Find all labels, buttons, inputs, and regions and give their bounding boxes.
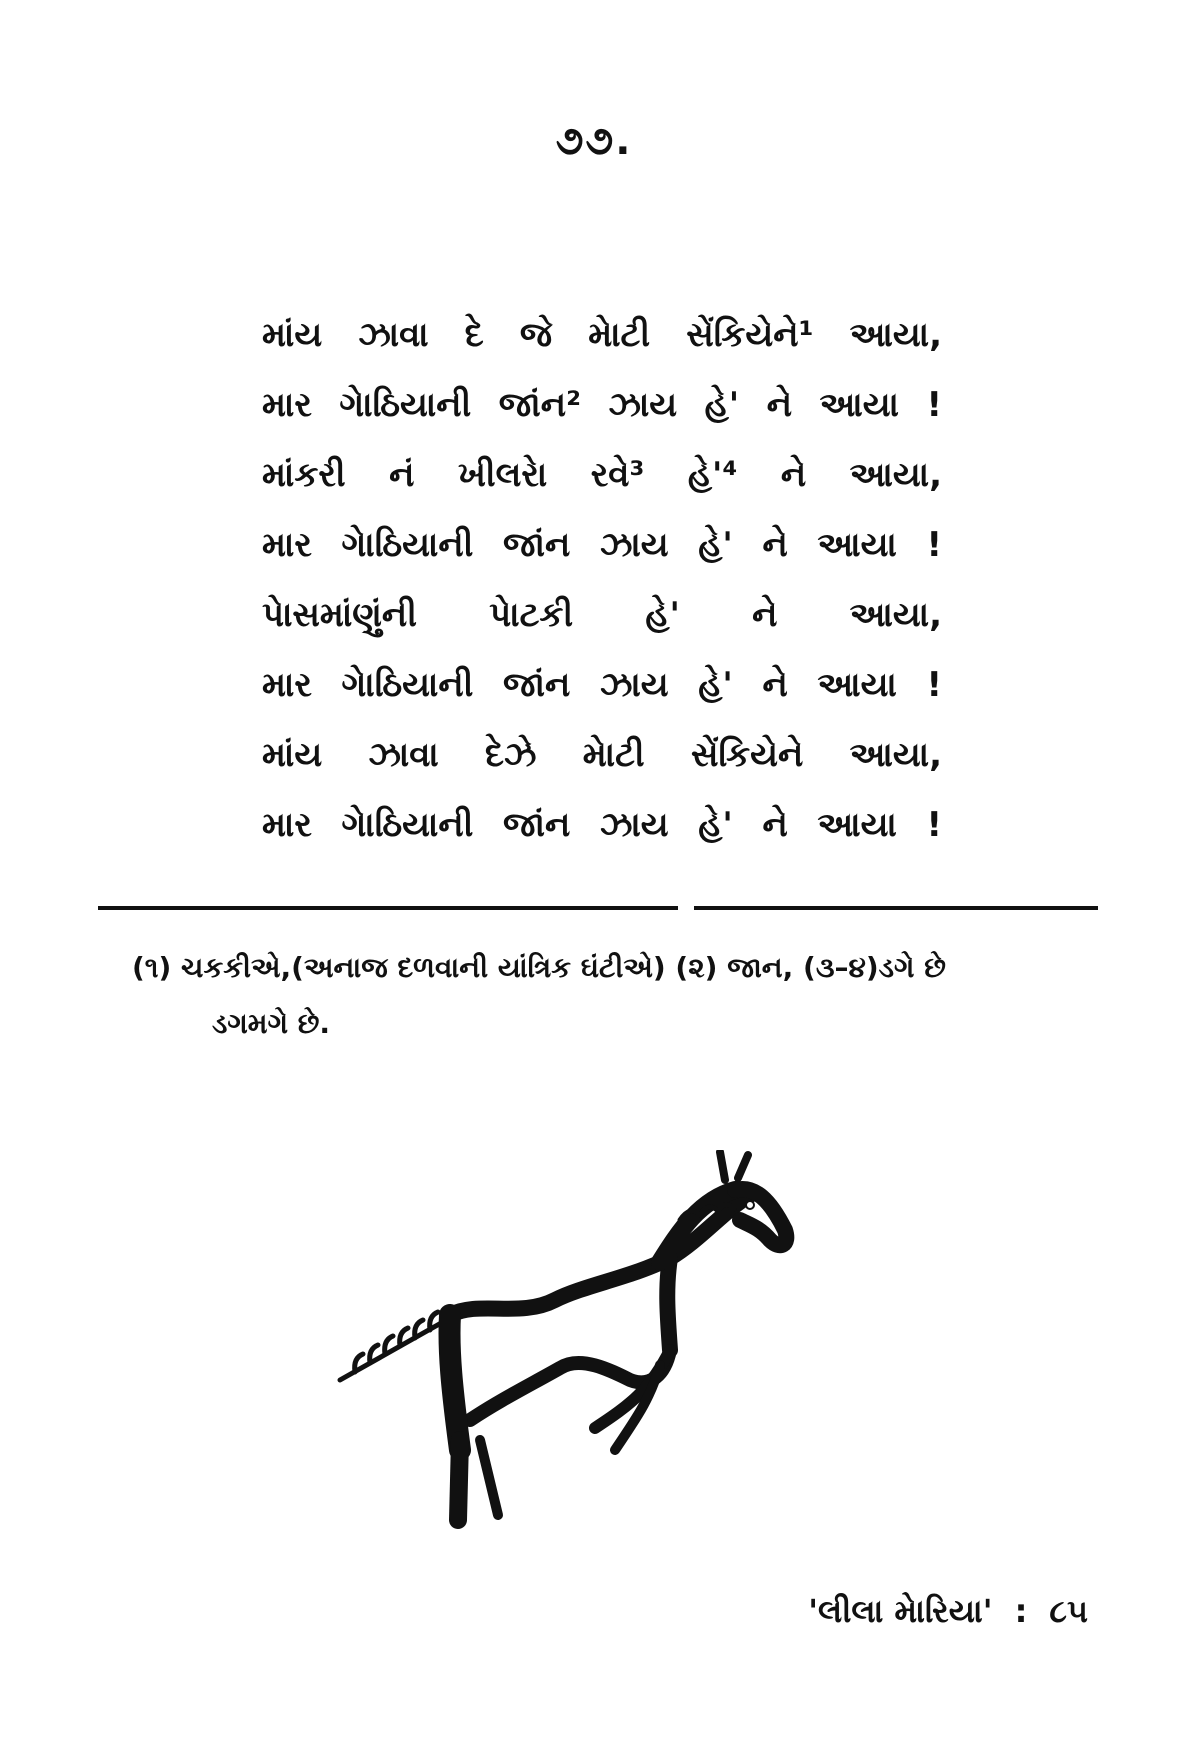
poem-line: માંકરી નં ખીલરેા રવે³ હે'⁴ ને આયા, <box>262 455 942 495</box>
book-title: 'લીલા મેારિયા' <box>808 1592 993 1630</box>
horse-drawing-icon <box>330 1150 890 1530</box>
poem-line: માર ગેાઠિયાની જાંન² ઝાય હે' ને આયા ! <box>262 385 942 425</box>
page-number-top: ૭૭. <box>555 118 633 164</box>
footer-separator: : <box>1014 1592 1028 1630</box>
poem-line: માર ગેાઠિયાની જાંન ઝાય હે' ને આયા ! <box>262 805 942 845</box>
poem-line: પેાસમાંણુંની પેાટકી હે' ને આયા, <box>262 595 942 635</box>
poem-line: માંય ઝાવા દે જે મેાટી સેંકિયેને¹ આયા, <box>262 315 942 355</box>
poem-line: માર ગેાઠિયાની જાંન ઝાય હે' ને આયા ! <box>262 525 942 565</box>
footnote-divider <box>694 906 1098 910</box>
page-number-bottom: ૮૫ <box>1049 1592 1088 1630</box>
poem-line: માંય ઝાવા દેઝે મેાટી સેંકિયેને આયા, <box>262 735 942 775</box>
poem-line: માર ગેાઠિયાની જાંન ઝાય હે' ને આયા ! <box>262 665 942 705</box>
footnote-divider <box>98 906 678 910</box>
poem <box>262 300 942 860</box>
page-footer <box>808 1592 1088 1631</box>
footnote-line: ડગમગે છે. <box>212 1007 331 1040</box>
footnote-line: (૧) ચકકીએ,(અનાજ દળવાની યાંત્રિક ઘંટીએ) (૨) જાન, (૩–૪)ડગે છે <box>132 951 946 984</box>
footnote <box>132 940 1072 1052</box>
